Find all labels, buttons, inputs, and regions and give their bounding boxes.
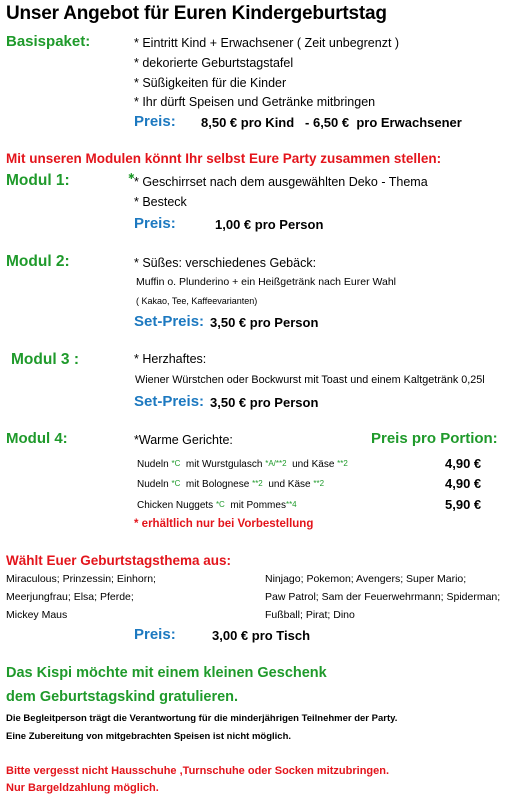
modul3-heading: * Herzhaftes: xyxy=(134,352,207,366)
theme-item: Paw Patrol; Sam der Feuerwehrmann; Spiderman; xyxy=(265,591,501,603)
modul1-item: * Besteck xyxy=(134,195,187,209)
modul4-heading: *Warme Gerichte: xyxy=(134,433,233,447)
theme-item: Mickey Maus xyxy=(6,609,68,621)
modul3-price-value: 3,50 € pro Person xyxy=(210,395,319,410)
modul3-line1: Wiener Würstchen oder Bockwurst mit Toast und einem Kaltgetränk 0,25l xyxy=(135,374,485,386)
page-title: Unser Angebot für Euren Kindergeburtstag xyxy=(6,3,387,24)
modul4-note: * erhältlich nur bei Vorbestellung xyxy=(134,518,314,530)
dish-row: Nudeln *C mit Wurstgulasch *A/**2 und Käse **2 xyxy=(137,459,348,470)
theme-item: Ninjago; Pokemon; Avengers; Super Mario; xyxy=(265,573,467,585)
basis-item: * Süßigkeiten für die Kinder xyxy=(134,76,287,90)
modul1-label: Modul 1: xyxy=(6,172,70,189)
modul2-heading: * Süßes: verschiedenes Gebäck: xyxy=(134,256,317,270)
theme-price-value: 3,00 € pro Tisch xyxy=(212,628,311,643)
note-line: Eine Zubereitung von mitgebrachten Speisen ist nicht möglich. xyxy=(6,731,292,742)
modul3-price-label: Set-Preis: xyxy=(134,393,205,410)
basis-price-label: Preis: xyxy=(134,113,176,130)
modules-intro: Mit unseren Modulen könnt Ihr selbst Eure Party zusammen stellen: xyxy=(6,151,442,166)
dish-row: Chicken Nuggets *C mit Pommes**4 xyxy=(137,500,297,511)
modul4-label: Modul 4: xyxy=(6,430,68,447)
basis-label: Basispaket: xyxy=(6,33,91,50)
warning-line: Bitte vergesst nicht Hausschuhe ,Turnschuhe oder Socken mitzubringen. xyxy=(6,765,390,777)
modul2-line2: ( Kakao, Tee, Kaffeevarianten) xyxy=(136,296,258,306)
warning-line: Nur Bargeldzahlung möglich. xyxy=(6,782,159,794)
modul3-label: Modul 3 : xyxy=(11,351,80,368)
gift-line: dem Geburtstagskind gratulieren. xyxy=(6,689,239,705)
basis-item: * Eintritt Kind + Erwachsener ( Zeit unbegrenzt ) xyxy=(134,36,400,50)
theme-item: Fußball; Pirat; Dino xyxy=(265,609,355,621)
dish-price: 5,90 € xyxy=(445,497,482,512)
modul4-price-heading: Preis pro Portion: xyxy=(371,430,498,447)
theme-item: Miraculous; Prinzessin; Einhorn; xyxy=(6,573,156,585)
theme-item: Meerjungfrau; Elsa; Pferde; xyxy=(6,591,134,603)
basis-item: * Ihr dürft Speisen und Getränke mitbringen xyxy=(134,95,376,109)
dish-price: 4,90 € xyxy=(445,476,482,491)
modul2-line1: Muffin o. Plunderino + ein Heißgetränk nach Eurer Wahl xyxy=(136,276,397,288)
modul2-price-value: 3,50 € pro Person xyxy=(210,315,319,330)
bullet-mark-icon: ✱ xyxy=(128,172,135,181)
basis-price-value: 8,50 € pro Kind - 6,50 € pro Erwachsener xyxy=(201,115,462,130)
basis-item: * dekorierte Geburtstagstafel xyxy=(134,56,294,70)
theme-price-label: Preis: xyxy=(134,626,176,643)
modul2-label: Modul 2: xyxy=(6,253,70,270)
gift-line: Das Kispi möchte mit einem kleinen Geschenk xyxy=(6,665,327,681)
modul1-price-label: Preis: xyxy=(134,215,176,232)
modul2-price-label: Set-Preis: xyxy=(134,313,205,330)
dish-price: 4,90 € xyxy=(445,456,482,471)
modul1-item: * Geschirrset nach dem ausgewählten Deko - Thema xyxy=(134,175,428,189)
dish-row: Nudeln *C mit Bolognese **2 und Käse **2 xyxy=(137,479,325,490)
note-line: Die Begleitperson trägt die Verantwortung für die minderjährigen Teilnehmer der Party. xyxy=(6,713,398,724)
theme-heading: Wählt Euer Geburtstagsthema aus: xyxy=(6,553,232,568)
modul1-price-value: 1,00 € pro Person xyxy=(215,217,324,232)
